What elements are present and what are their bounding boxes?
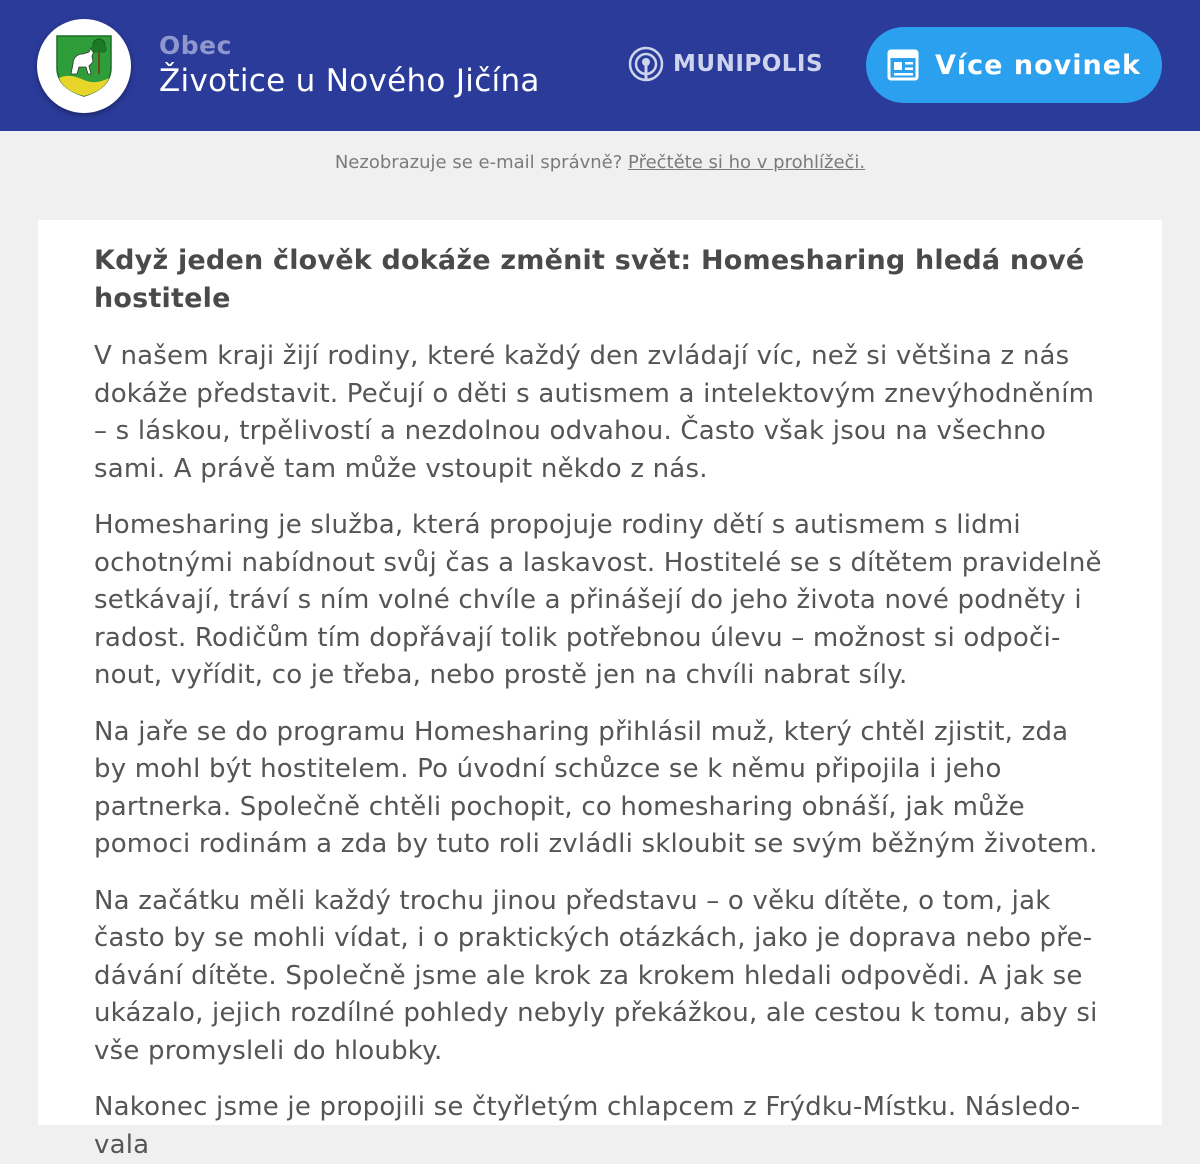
- article-paragraph: Homesharing je služba, která propojuje rodiny dětí s autismem s lidmi ochotnými nabídnout svůj čas a laskavost. Hostitelé se s dítětem pravidelně setkávají, tráví s ním volné chvíle a přinášejí do jeho života nové podněty i radost. Rodičům tím dopřávají tolik potřebnou úlevu – možnost si odpočinout, vyřídit, co je třeba, nebo prostě jen na chvíli nabrat síly.: [94, 510, 1102, 690]
- header: [0, 0, 1200, 131]
- munipolis-broadcast-icon: [627, 45, 665, 83]
- article-paragraph: Na začátku měli každý trochu jinou představu – o věku dítěte, o tom, jak často by se mohli vídat, i o praktických otázkách, jako je doprava nebo předávání dítěte. Společně jsme ale krok za krokem hledali odpovědi. A jak se ukázalo, jejich rozdílné pohledy nebyly překážkou, ale cestou k tomu, aby si vše promysleli do hloubky.: [94, 885, 1098, 1066]
- more-news-button[interactable]: [866, 27, 1162, 103]
- notice-text: Nezobrazuje se e-mail správně?: [334, 152, 623, 173]
- article-title: Když jeden člověk dokáže změnit svět: Homesharing hledá nové hostitele: [94, 245, 1085, 314]
- article-paragraph: V našem kraji žijí rodiny, které každý den zvládají víc, než si většina z nás dokáže představit. Pečují o děti s autismem a intelektovým znevýhodněním – s láskou, trpělivostí a nezdolnou odvahou. Často však jsou na všechno sami. A právě tam může vstoupit někdo z nás.: [94, 341, 1095, 484]
- article-card: [38, 220, 1162, 1160]
- view-in-browser-link[interactable]: Přečtěte si ho v prohlížeči.: [628, 152, 866, 173]
- email-display-notice: [0, 152, 1200, 173]
- munipolis-wordmark: MUNIPOLIS: [673, 51, 824, 77]
- newspaper-icon: [887, 49, 919, 81]
- municipality-name: Životice u Nového Jičína: [159, 63, 540, 99]
- article-paragraph: Nakonec jsme je propojili se čtyřletým chlapcem z Frýdku-Místku. Následovala: [94, 1092, 1081, 1160]
- munipolis-brand[interactable]: [627, 45, 823, 83]
- coat-of-arms-icon: [55, 34, 113, 98]
- municipality-label: Obec: [159, 31, 232, 60]
- municipality-logo[interactable]: [37, 19, 131, 113]
- more-news-label: Více novinek: [935, 49, 1141, 81]
- article-paragraph: Na jaře se do programu Homesharing přihlásil muž, který chtěl zjistit, zda by mohl být hostitelem. Po úvodní schůzce se k němu připojila i jeho partnerka. Společně chtěli pochopit, co homesharing obnáší, jak může pomoci rodinám a zda by tuto roli zvládli skloubit se svým běžným životem.: [94, 716, 1098, 859]
